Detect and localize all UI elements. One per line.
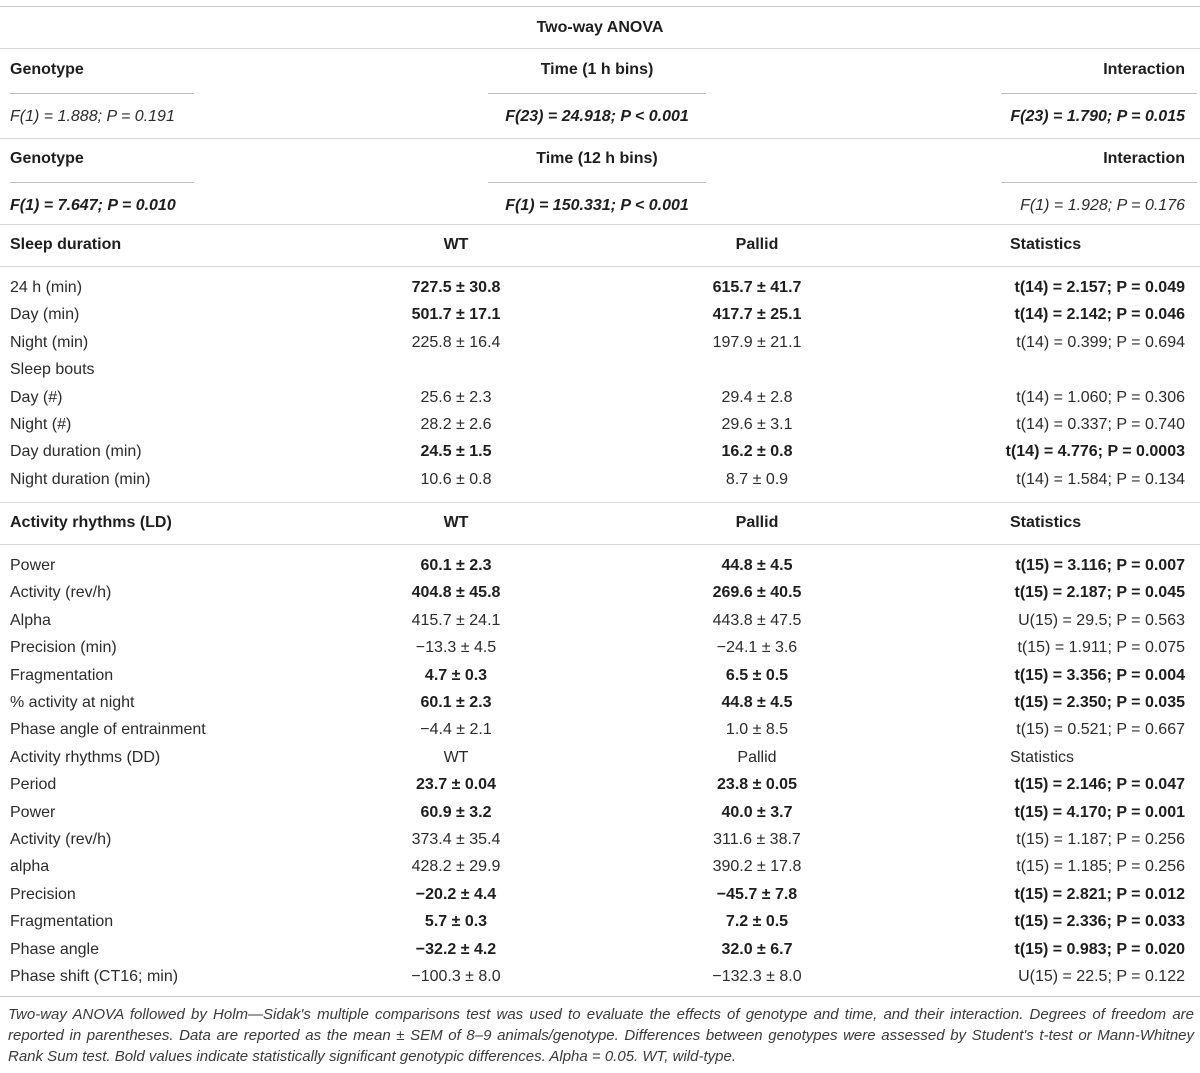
anova1-interaction-label: Interaction — [1103, 61, 1185, 78]
sleep-header-label: Sleep duration — [10, 236, 122, 253]
row-label: Phase angle of entrainment — [10, 721, 206, 739]
anova2-genotype-label: Genotype — [10, 150, 84, 167]
row-pallid-value: 16.2 ± 0.8 — [721, 443, 793, 461]
row-pallid-value: 417.7 ± 25.1 — [712, 306, 802, 324]
row-statistic: Statistics — [1010, 748, 1075, 766]
row-pallid-value: 390.2 ± 17.8 — [712, 858, 802, 876]
row-label: alpha — [10, 858, 50, 876]
row-statistic: t(14) = 2.157; P = 0.049 — [1014, 279, 1185, 296]
row-pallid-value: −24.1 ± 3.6 — [716, 639, 798, 657]
row-label: Precision (min) — [10, 639, 117, 657]
row-wt-value: 60.1 ± 2.3 — [420, 557, 492, 574]
row-wt-value: −32.2 ± 4.2 — [415, 940, 497, 958]
row-statistic: t(15) = 2.821; P = 0.012 — [1014, 885, 1185, 903]
row-statistic: t(15) = 0.521; P = 0.667 — [1016, 721, 1185, 739]
anova1-time-stat: F(23) = 24.918; P < 0.001 — [505, 108, 689, 125]
anova2-interaction-label: Interaction — [1103, 150, 1185, 167]
row-wt-value: 60.9 ± 3.2 — [420, 803, 492, 821]
table-caption: Two-way ANOVA followed by Holm—Sidak's multiple comparisons test was used to evaluate the effects of genotype and time, and their interaction. Degrees of freedom are reported in parentheses. Data are reported as the mean ± SEM of 8–9 animals/genotype. Differences between genotypes were assessed by Student's t-test or Mann-Whitney Rank Sum test. Bold values indicate statistically significant genotypic differences. Alpha = 0.05. WT, wild-type. — [8, 1006, 1194, 1065]
row-wt-value: −100.3 ± 8.0 — [411, 968, 501, 985]
row-wt-value: 5.7 ± 0.3 — [424, 913, 488, 931]
row-statistic: t(14) = 0.337; P = 0.740 — [1016, 416, 1185, 433]
row-label: Phase shift (CT16; min) — [10, 968, 179, 985]
row-label: Period — [10, 776, 57, 794]
row-wt-value: 404.8 ± 45.8 — [411, 584, 501, 602]
row-pallid-value: 44.8 ± 4.5 — [721, 694, 793, 711]
row-wt-value: 24.5 ± 1.5 — [420, 443, 492, 461]
anova2-genotype-stat: F(1) = 7.647; P = 0.010 — [10, 197, 176, 214]
row-label: Precision — [10, 885, 76, 903]
anova1-interaction-stat: F(23) = 1.790; P = 0.015 — [1010, 108, 1185, 125]
row-label: Alpha — [10, 611, 51, 629]
row-statistic: t(15) = 1.911; P = 0.075 — [1017, 639, 1185, 657]
row-label: Fragmentation — [10, 666, 114, 684]
row-pallid-value: 32.0 ± 6.7 — [721, 940, 793, 958]
row-pallid-value: 29.4 ± 2.8 — [721, 388, 793, 406]
row-label: Power — [10, 557, 56, 574]
row-statistic: t(15) = 2.146; P = 0.047 — [1014, 776, 1185, 794]
row-wt-value: 4.7 ± 0.3 — [424, 666, 488, 684]
row-label: Activity (rev/h) — [10, 584, 112, 602]
row-pallid-value: 615.7 ± 41.7 — [712, 279, 802, 296]
ld-header-wt: WT — [443, 514, 469, 531]
row-wt-value: −13.3 ± 4.5 — [415, 639, 497, 657]
row-statistic: t(15) = 1.187; P = 0.256 — [1016, 831, 1185, 848]
anova2-interaction-stat: F(1) = 1.928; P = 0.176 — [1020, 197, 1185, 214]
row-wt-value: 428.2 ± 29.9 — [411, 858, 501, 876]
divider — [0, 224, 1200, 225]
row-wt-value: 25.6 ± 2.3 — [420, 388, 492, 406]
table-bottom-rule — [0, 996, 1200, 997]
underline-interaction — [1001, 93, 1197, 94]
row-statistic: t(14) = 4.776; P = 0.0003 — [1005, 443, 1185, 461]
row-label: Fragmentation — [10, 913, 114, 931]
row-label: % activity at night — [10, 694, 135, 711]
row-pallid-value: 23.8 ± 0.05 — [717, 776, 797, 794]
row-statistic: U(15) = 29.5; P = 0.563 — [1018, 611, 1185, 629]
row-wt-value: 28.2 ± 2.6 — [420, 416, 492, 433]
row-statistic: t(15) = 2.350; P = 0.035 — [1014, 694, 1185, 711]
divider — [0, 502, 1200, 503]
sleep-header-statistics: Statistics — [1010, 236, 1082, 253]
row-pallid-value: 29.6 ± 3.1 — [721, 416, 793, 433]
row-statistic: t(15) = 2.187; P = 0.045 — [1014, 584, 1185, 602]
anova1-genotype-label: Genotype — [10, 61, 84, 78]
row-statistic: t(14) = 0.399; P = 0.694 — [1016, 333, 1185, 351]
row-pallid-value: 197.9 ± 21.1 — [712, 333, 802, 351]
row-label: Phase angle — [10, 940, 99, 958]
sleep-header-pallid: Pallid — [735, 236, 779, 253]
row-pallid-value: 44.8 ± 4.5 — [721, 557, 793, 574]
row-label: Day duration (min) — [10, 443, 142, 461]
anova1-genotype-stat: F(1) = 1.888; P = 0.191 — [10, 108, 175, 125]
anova2-time-stat: F(1) = 150.331; P < 0.001 — [505, 197, 689, 214]
row-label: Night (min) — [10, 333, 89, 351]
row-statistic: t(15) = 2.336; P = 0.033 — [1014, 913, 1185, 931]
divider — [0, 48, 1200, 49]
row-label: Power — [10, 803, 56, 821]
row-pallid-value: 311.6 ± 38.7 — [713, 831, 801, 848]
underline-interaction — [1001, 182, 1197, 183]
row-wt-value: −4.4 ± 2.1 — [420, 721, 492, 739]
row-label: 24 h (min) — [10, 279, 83, 296]
ld-header-statistics: Statistics — [1010, 514, 1082, 531]
row-wt-value: −20.2 ± 4.4 — [415, 885, 497, 903]
row-pallid-value: 269.6 ± 40.5 — [712, 584, 802, 602]
table-top-rule — [0, 6, 1200, 7]
row-wt-value: 501.7 ± 17.1 — [411, 306, 501, 324]
row-wt-value: WT — [443, 748, 469, 766]
underline-genotype — [10, 93, 194, 94]
row-pallid-value: 7.2 ± 0.5 — [725, 913, 789, 931]
divider — [0, 544, 1200, 545]
row-wt-value: 415.7 ± 24.1 — [411, 611, 501, 629]
row-label: Night (#) — [10, 416, 72, 433]
row-statistic: t(14) = 1.060; P = 0.306 — [1016, 388, 1185, 406]
row-wt-value: 10.6 ± 0.8 — [420, 470, 492, 488]
row-label: Day (min) — [10, 306, 80, 324]
anova2-time-label: Time (12 h bins) — [536, 150, 658, 167]
table-title: Two-way ANOVA — [536, 19, 664, 36]
row-pallid-value: −132.3 ± 8.0 — [712, 968, 802, 985]
row-pallid-value: 8.7 ± 0.9 — [725, 470, 789, 488]
row-label: Activity rhythms (DD) — [10, 748, 161, 766]
row-label: Day (#) — [10, 388, 63, 406]
row-pallid-value: −45.7 ± 7.8 — [716, 885, 798, 903]
row-pallid-value: 443.8 ± 47.5 — [712, 611, 802, 629]
row-wt-value: 373.4 ± 35.4 — [411, 831, 501, 848]
row-statistic: t(15) = 4.170; P = 0.001 — [1014, 803, 1185, 821]
row-pallid-value: 6.5 ± 0.5 — [725, 666, 789, 684]
row-pallid-value: Pallid — [737, 748, 777, 766]
ld-header-pallid: Pallid — [735, 514, 779, 531]
row-statistic: t(14) = 1.584; P = 0.134 — [1016, 470, 1185, 488]
row-wt-value: 225.8 ± 16.4 — [411, 333, 501, 351]
underline-genotype — [10, 182, 194, 183]
divider — [0, 138, 1200, 139]
row-wt-value: 23.7 ± 0.04 — [416, 776, 496, 794]
ld-header-label: Activity rhythms (LD) — [10, 514, 172, 531]
row-statistic: t(15) = 0.983; P = 0.020 — [1014, 940, 1185, 958]
row-statistic: t(15) = 1.185; P = 0.256 — [1016, 858, 1185, 876]
row-label: Activity (rev/h) — [10, 831, 112, 848]
row-wt-value: 60.1 ± 2.3 — [420, 694, 492, 711]
row-statistic: t(14) = 2.142; P = 0.046 — [1014, 306, 1185, 324]
row-label: Night duration (min) — [10, 470, 151, 488]
row-statistic: t(15) = 3.356; P = 0.004 — [1014, 666, 1185, 684]
anova1-time-label: Time (1 h bins) — [540, 61, 654, 78]
row-wt-value: 727.5 ± 30.8 — [411, 279, 501, 296]
underline-time — [488, 93, 706, 94]
sleep-header-wt: WT — [443, 236, 469, 253]
row-pallid-value: 1.0 ± 8.5 — [725, 721, 789, 739]
row-label: Sleep bouts — [10, 361, 95, 379]
row-statistic: t(15) = 3.116; P = 0.007 — [1015, 557, 1185, 574]
underline-time — [488, 182, 706, 183]
divider — [0, 266, 1200, 267]
row-pallid-value: 40.0 ± 3.7 — [721, 803, 793, 821]
row-statistic: U(15) = 22.5; P = 0.122 — [1018, 968, 1185, 985]
